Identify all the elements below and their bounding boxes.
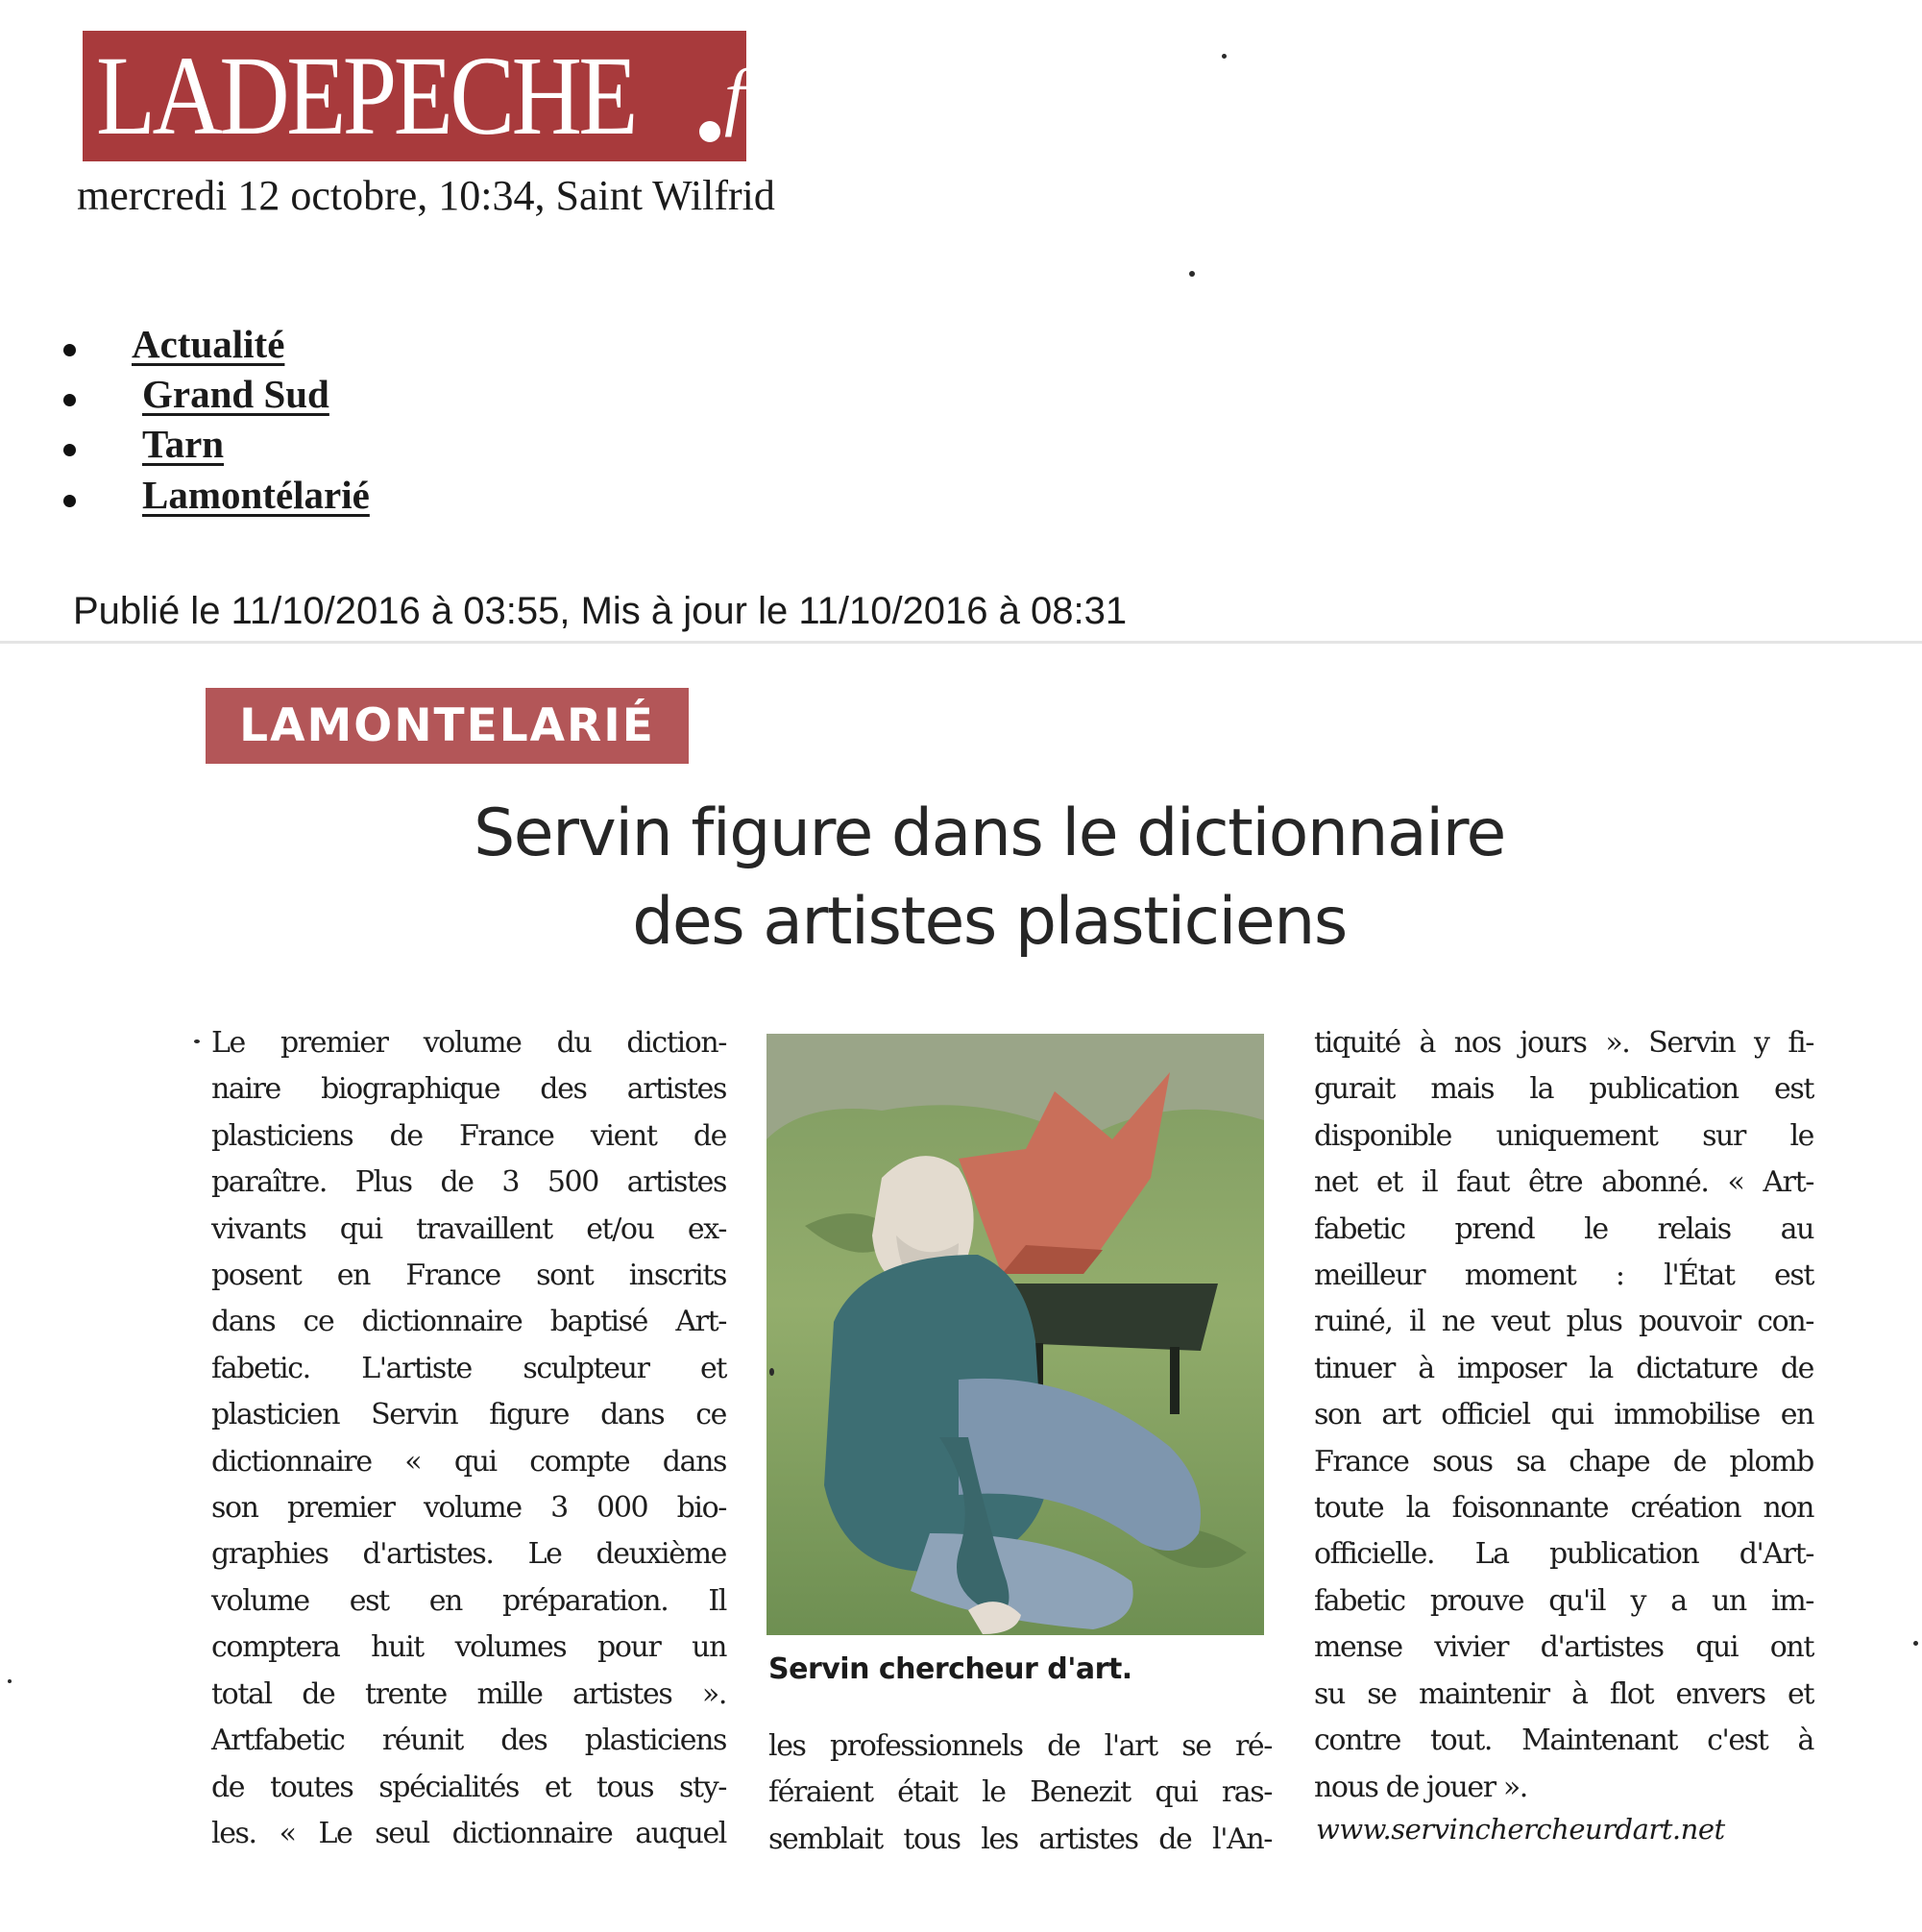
logo-dot [699, 121, 720, 142]
scan-speck [194, 1039, 200, 1043]
nav-link-tarn[interactable]: Tarn [142, 422, 225, 466]
article-photo [766, 1034, 1264, 1635]
text-line: dans ce dictionnaire baptisé Art- [211, 1305, 726, 1339]
bullet-icon [63, 394, 76, 406]
text-line: son premier volume 3 000 bio- [211, 1491, 726, 1526]
text-line: son art officiel qui immobilise en [1314, 1398, 1813, 1432]
text-line: naire biographique des artistes [211, 1072, 726, 1107]
logo-wordmark: LADEPECHE [96, 33, 635, 159]
bullet-icon [63, 444, 76, 456]
article-headline [288, 790, 1691, 966]
text-line: officielle. La publication d'Art- [1314, 1537, 1813, 1572]
article-website-link[interactable]: www.servinchercheurdart.net [1316, 1813, 1725, 1846]
bullet-icon [63, 495, 76, 507]
text-line: plasticiens de France vient de [211, 1118, 726, 1153]
text-line: disponible uniquement sur le [1314, 1118, 1813, 1153]
text-line: total de trente mille artistes ». [211, 1676, 726, 1711]
text-line: meilleur moment : l'État est [1314, 1259, 1813, 1293]
site-logo[interactable] [83, 31, 775, 161]
text-line: les professionnels de l'art se ré- [768, 1729, 1272, 1763]
text-line: France sous sa chape de plomb [1314, 1444, 1813, 1479]
text-line: graphies d'artistes. Le deuxième [211, 1537, 726, 1572]
text-line: Le premier volume du diction- [211, 1026, 726, 1060]
text-line: su se maintenir à flot envers et [1314, 1676, 1813, 1711]
clipping-edge [0, 641, 1922, 644]
scan-speck [8, 1679, 12, 1683]
text-line: féraient était le Benezit qui ras- [768, 1775, 1272, 1810]
text-line: de toutes spécialités et tous sty- [211, 1770, 726, 1804]
text-line: net et il faut être abonné. « Art- [1314, 1165, 1813, 1200]
text-line: vivants qui travaillent et/ou ex- [211, 1211, 726, 1246]
text-line: contre tout. Maintenant c'est à [1314, 1724, 1813, 1758]
scan-speck [1189, 271, 1195, 277]
text-line: toute la foisonnante création non [1314, 1491, 1813, 1526]
article-column-2 [768, 1724, 1272, 1863]
logo-tld: fr [724, 54, 775, 137]
text-line: nous de jouer ». [1314, 1770, 1527, 1804]
text-line: posent en France sont inscrits [211, 1259, 726, 1293]
photo-caption: Servin chercheur d'art. [768, 1652, 1132, 1686]
article-column-3 [1314, 1020, 1813, 1811]
bullet-icon [63, 344, 76, 356]
section-tag: LAMONTELARIÉ [206, 688, 689, 764]
text-line: paraître. Plus de 3 500 artistes [211, 1165, 726, 1200]
text-line: fabetic prouve qu'il y a un im- [1314, 1583, 1813, 1618]
text-line: semblait tous les artistes de l'An- [768, 1822, 1272, 1856]
photo-servin-sculpture [766, 1034, 1264, 1635]
nav-link-actualite[interactable]: Actualité [132, 322, 285, 366]
text-line: comptera huit volumes pour un [211, 1630, 726, 1665]
headline-line: des artistes plasticiens [632, 884, 1347, 960]
text-line: mense vivier d'artistes qui ont [1314, 1630, 1813, 1665]
text-line: tinuer à imposer la dictature de [1314, 1351, 1813, 1385]
scan-speck [1222, 54, 1227, 59]
text-line: fabetic prend le relais au [1314, 1211, 1813, 1246]
scan-speck [769, 1368, 774, 1376]
text-line: ruiné, il ne veut plus pouvoir con- [1314, 1305, 1813, 1339]
publish-timestamp: Publié le 11/10/2016 à 03:55, Mis à jour le 11/10/2016 à 08:31 [73, 590, 1128, 632]
article-column-1 [211, 1020, 726, 1857]
text-line: fabetic. L'artiste sculpteur et [211, 1351, 726, 1385]
headline-line: Servin figure dans le dictionnaire [474, 795, 1505, 871]
nav-link-grand-sud[interactable]: Grand Sud [142, 372, 329, 416]
text-line: gurait mais la publication est [1314, 1072, 1813, 1107]
text-line: Artfabetic réunit des plasticiens [211, 1724, 726, 1758]
text-line: plasticien Servin figure dans ce [211, 1398, 726, 1432]
text-line: dictionnaire « qui compte dans [211, 1444, 726, 1479]
text-line: les. « Le seul dictionnaire auquel [211, 1816, 726, 1850]
text-line: volume est en préparation. Il [211, 1583, 726, 1618]
scan-speck [1913, 1641, 1918, 1646]
text-line: tiquité à nos jours ». Servin y fi- [1314, 1026, 1813, 1060]
nav-link-lamontelarie[interactable]: Lamontélarié [142, 473, 370, 517]
dateline: mercredi 12 octobre, 10:34, Saint Wilfrid [77, 172, 775, 219]
